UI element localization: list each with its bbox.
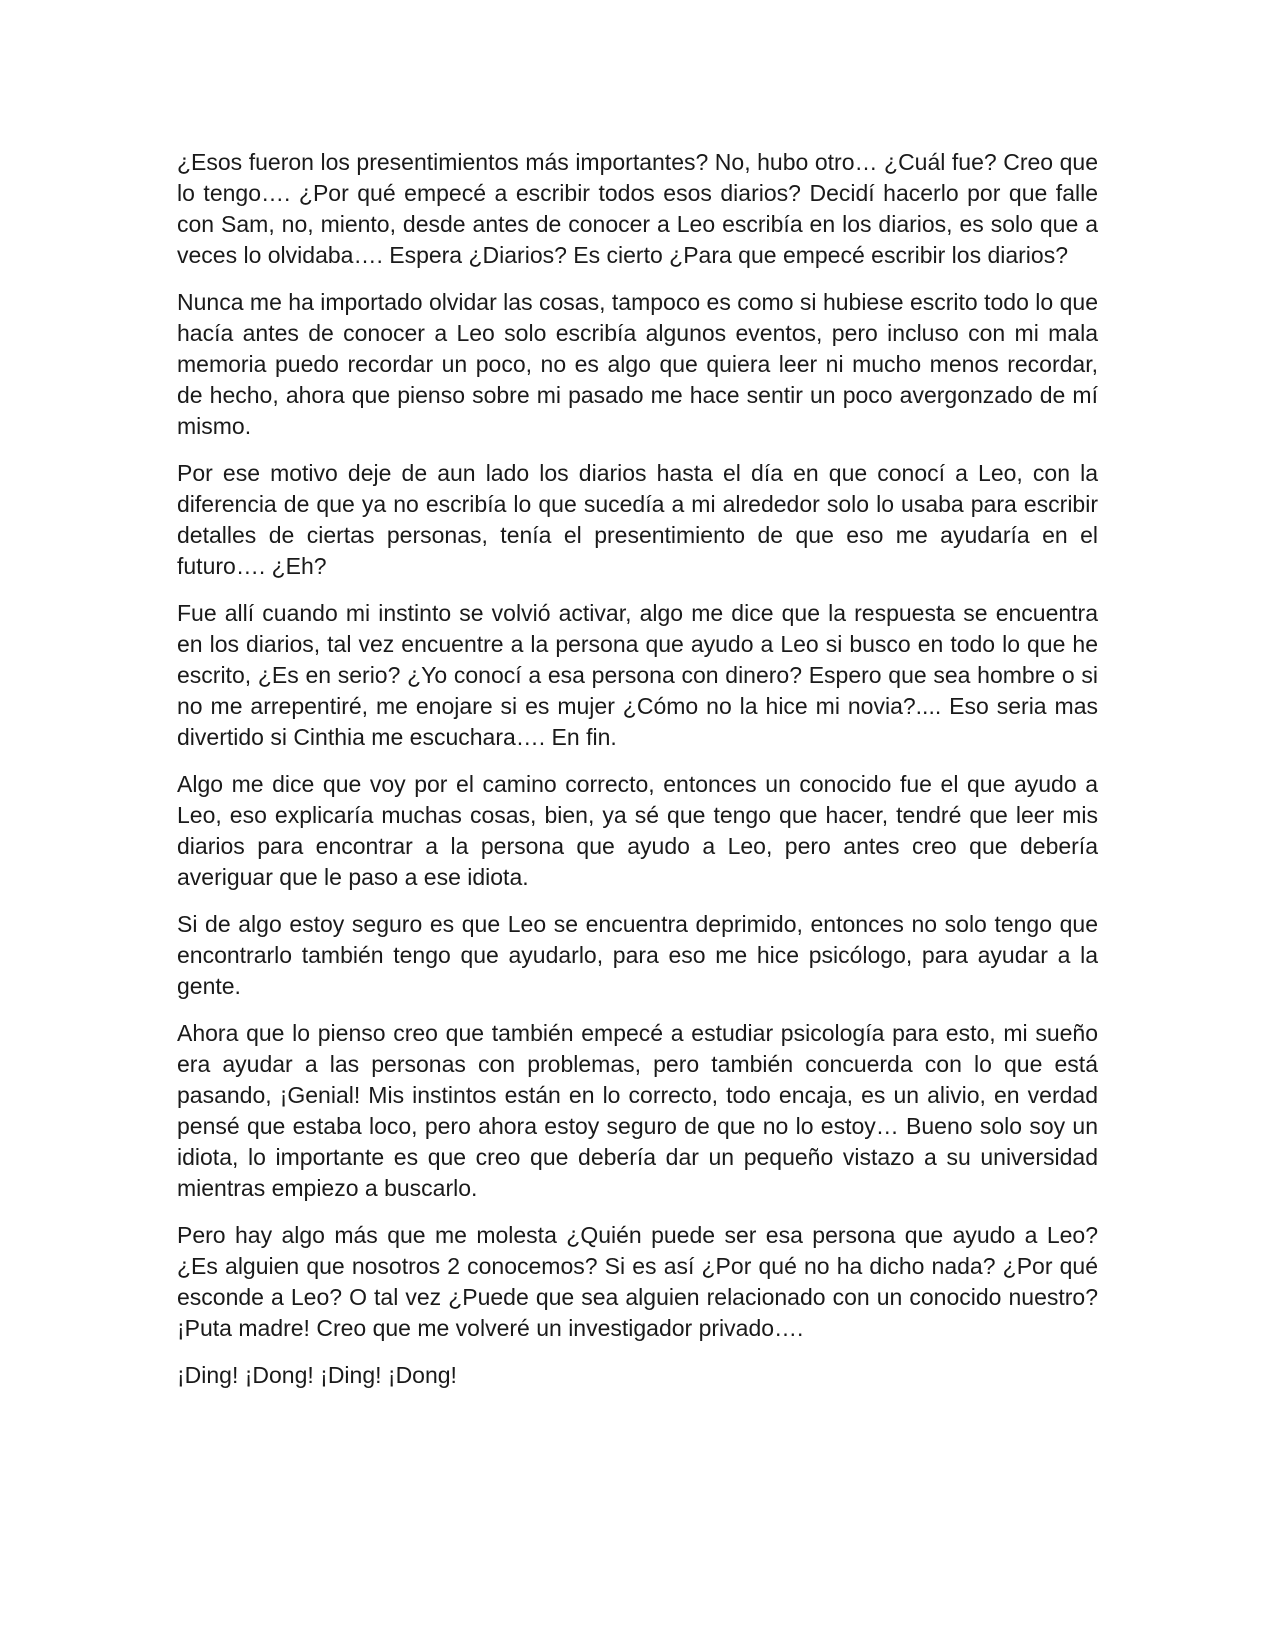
paragraph: Pero hay algo más que me molesta ¿Quién puede ser esa persona que ayudo a Leo? ¿Es alguien que nosotros 2 conocemos? Si es así ¿Por qué no ha dicho nada? ¿Por qué esconde a Leo? O tal vez ¿Puede que sea alguien relacionado con un conocido nuestro? ¡Puta madre! Creo que me volveré un investigador privado….: [177, 1222, 1098, 1341]
document-body: [177, 147, 1098, 1407]
paragraph: Algo me dice que voy por el camino correcto, entonces un conocido fue el que ayudo a Leo, eso explicaría muchas cosas, bien, ya sé que tengo que hacer, tendré que leer mis diarios para encontrar a la persona que ayudo a Leo, pero antes creo que debería averiguar que le paso a ese idiota.: [177, 771, 1098, 890]
paragraph: Nunca me ha importado olvidar las cosas, tampoco es como si hubiese escrito todo lo que hacía antes de conocer a Leo solo escribía algunos eventos, pero incluso con mi mala memoria puedo recordar un poco, no es algo que quiera leer ni mucho menos recordar, de hecho, ahora que pienso sobre mi pasado me hace sentir un poco avergonzado de mí mismo.: [177, 289, 1098, 439]
paragraph: Si de algo estoy seguro es que Leo se encuentra deprimido, entonces no solo tengo que encontrarlo también tengo que ayudarlo, para eso me hice psicólogo, para ayudar a la gente.: [177, 911, 1098, 999]
paragraph: Fue allí cuando mi instinto se volvió activar, algo me dice que la respuesta se encuentra en los diarios, tal vez encuentre a la persona que ayudo a Leo si busco en todo lo que he escrito, ¿Es en serio? ¿Yo conocí a esa persona con dinero? Espero que sea hombre o si no me arrepentiré, me enojare si es mujer ¿Cómo no la hice mi novia?.... Eso seria mas divertido si Cinthia me escuchara…. En fin.: [177, 600, 1098, 750]
paragraph: ¿Esos fueron los presentimientos más importantes? No, hubo otro… ¿Cuál fue? Creo que lo tengo…. ¿Por qué empecé a escribir todos esos diarios? Decidí hacerlo por que falle con Sam, no, miento, desde antes de conocer a Leo escribía en los diarios, es solo que a veces lo olvidaba…. Espera ¿Diarios? Es cierto ¿Para que empecé escribir los diarios?: [177, 149, 1098, 268]
paragraph: Ahora que lo pienso creo que también empecé a estudiar psicología para esto, mi sueño era ayudar a las personas con problemas, pero también concuerda con lo que está pasando, ¡Genial! Mis instintos están en lo correcto, todo encaja, es un alivio, en verdad pensé que estaba loco, pero ahora estoy seguro de que no lo estoy… Bueno solo soy un idiota, lo importante es que creo que debería dar un pequeño vistazo a su universidad mientras empiezo a buscarlo.: [177, 1020, 1098, 1201]
paragraph-closing-sound: ¡Ding! ¡Dong! ¡Ding! ¡Dong!: [177, 1362, 457, 1388]
paragraph: Por ese motivo deje de aun lado los diarios hasta el día en que conocí a Leo, con la diferencia de que ya no escribía lo que sucedía a mi alrededor solo lo usaba para escribir detalles de ciertas personas, tenía el presentimiento de que eso me ayudaría en el futuro…. ¿Eh?: [177, 460, 1098, 579]
